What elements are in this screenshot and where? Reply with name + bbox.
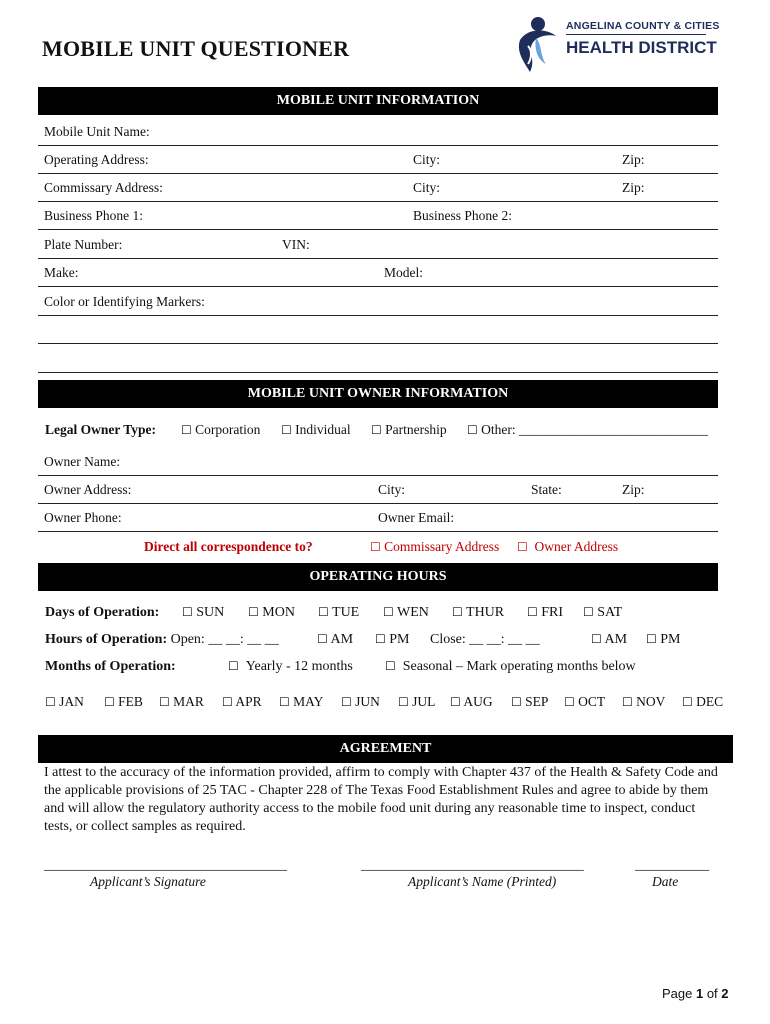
yearly-option[interactable]: ☐ Yearly - 12 months: [228, 659, 353, 674]
seasonal-checkbox[interactable]: ☐: [385, 659, 396, 673]
close-am[interactable]: ☐ AM: [591, 632, 628, 647]
owner-zip-label: Zip:: [622, 482, 645, 497]
month-dec[interactable]: ☐ DEC: [682, 694, 724, 709]
day-wen[interactable]: ☐ WEN: [383, 605, 429, 620]
day-checkbox[interactable]: ☐: [383, 605, 394, 619]
owner-address-checkbox[interactable]: ☐: [517, 540, 528, 554]
seasonal-option[interactable]: ☐ Seasonal – Mark operating months below: [385, 659, 636, 674]
month-checkbox[interactable]: ☐: [159, 695, 170, 709]
month-nov[interactable]: ☐ NOV: [622, 694, 666, 709]
legal-owner-type-label: Legal Owner Type:: [45, 422, 156, 437]
printed-name-line[interactable]: _________________________________: [361, 857, 584, 872]
day-mon[interactable]: ☐ MON: [248, 605, 295, 620]
color-markers-line-3[interactable]: [38, 372, 718, 373]
plate-vin-row[interactable]: [38, 230, 718, 259]
date-line[interactable]: ___________: [635, 857, 710, 872]
hours-of-operation-label: Hours of Operation:: [45, 632, 168, 647]
day-thur[interactable]: ☐ THUR: [452, 605, 505, 620]
day-tue[interactable]: ☐ TUE: [318, 605, 360, 620]
month-checkbox[interactable]: ☐: [564, 695, 575, 709]
owner-phone-row[interactable]: [38, 503, 718, 532]
printed-name-caption: Applicant’s Name (Printed): [408, 874, 557, 889]
open-time[interactable]: Open: __ __: __ __: [170, 632, 279, 647]
month-aug[interactable]: ☐ AUG: [450, 694, 493, 709]
commissary-city-label: City:: [413, 180, 441, 195]
make-label: Make:: [44, 265, 79, 280]
month-checkbox[interactable]: ☐: [279, 695, 290, 709]
day-sun[interactable]: ☐ SUN: [182, 605, 225, 620]
month-jan[interactable]: ☐ JAN: [45, 694, 84, 709]
month-sep[interactable]: ☐ SEP: [511, 694, 549, 709]
page-number: Page 1 of 2: [662, 986, 729, 1001]
day-checkbox[interactable]: ☐: [583, 605, 594, 619]
vin-label: VIN:: [282, 237, 310, 252]
date-caption: Date: [652, 874, 679, 889]
month-feb[interactable]: ☐ FEB: [104, 694, 143, 709]
color-markers-label: Color or Identifying Markers:: [44, 294, 205, 309]
month-apr[interactable]: ☐ APR: [222, 694, 262, 709]
owner-phone-label: Owner Phone:: [44, 510, 122, 525]
owner-type-individual[interactable]: ☐ Individual: [281, 422, 351, 437]
owner-city-label: City:: [378, 482, 406, 497]
month-checkbox[interactable]: ☐: [682, 695, 693, 709]
operating-address-label: Operating Address:: [44, 152, 149, 167]
color-markers-row[interactable]: [38, 287, 718, 316]
unit-info-heading: MOBILE UNIT INFORMATION: [38, 87, 718, 115]
commissary-address-label: Commissary Address:: [44, 180, 163, 195]
logo-line-2: HEALTH DISTRICT: [566, 38, 717, 57]
commissary-checkbox[interactable]: ☐: [370, 540, 381, 554]
open-pm-checkbox[interactable]: ☐: [375, 632, 386, 646]
month-checkbox[interactable]: ☐: [45, 695, 56, 709]
owner-email-label: Owner Email:: [378, 510, 455, 525]
signature-line[interactable]: ____________________________________: [44, 857, 287, 872]
months-of-operation-label: Months of Operation:: [45, 659, 176, 674]
month-checkbox[interactable]: ☐: [222, 695, 233, 709]
correspondence-commissary[interactable]: ☐ Commissary Address: [370, 539, 500, 554]
month-mar[interactable]: ☐ MAR: [159, 694, 204, 709]
month-checkbox[interactable]: ☐: [622, 695, 633, 709]
month-checkbox[interactable]: ☐: [104, 695, 115, 709]
day-fri[interactable]: ☐ FRI: [527, 605, 564, 620]
close-am-checkbox[interactable]: ☐: [591, 632, 602, 646]
logo-line-1: ANGELINA COUNTY & CITIES: [566, 20, 720, 32]
hours-of-operation: [45, 632, 279, 648]
direct-correspondence-label: Direct all correspondence to?: [144, 539, 313, 554]
plate-number-label: Plate Number:: [44, 237, 123, 252]
close-pm-checkbox[interactable]: ☐: [646, 632, 657, 646]
commissary-zip-label: Zip:: [622, 180, 645, 195]
close-pm[interactable]: ☐ PM: [646, 632, 681, 647]
logo-figure-icon: [506, 14, 566, 78]
individual-checkbox[interactable]: ☐: [281, 423, 292, 437]
open-am[interactable]: ☐ AM: [317, 632, 354, 647]
month-jul[interactable]: ☐ JUL: [398, 694, 436, 709]
color-markers-line-2[interactable]: [38, 343, 718, 344]
operating-hours-heading: OPERATING HOURS: [38, 563, 718, 591]
open-am-checkbox[interactable]: ☐: [317, 632, 328, 646]
day-checkbox[interactable]: ☐: [318, 605, 329, 619]
other-checkbox[interactable]: ☐: [467, 423, 478, 437]
make-model-row[interactable]: [38, 258, 718, 287]
day-checkbox[interactable]: ☐: [248, 605, 259, 619]
days-of-operation-label: Days of Operation:: [45, 605, 160, 620]
health-district-logo: [506, 14, 726, 78]
commissary-address-row[interactable]: [38, 173, 718, 202]
operating-address-row[interactable]: [38, 145, 718, 174]
owner-name-label: Owner Name:: [44, 454, 121, 469]
owner-name-row[interactable]: [38, 447, 718, 476]
day-checkbox[interactable]: ☐: [527, 605, 538, 619]
owner-type-corporation[interactable]: ☐ Corporation: [181, 422, 261, 437]
mobile-unit-name-row[interactable]: [38, 117, 718, 146]
agreement-heading: AGREEMENT: [38, 735, 733, 763]
signature-caption: Applicant’s Signature: [90, 874, 206, 889]
month-checkbox[interactable]: ☐: [398, 695, 409, 709]
partnership-checkbox[interactable]: ☐: [371, 423, 382, 437]
owner-type-other[interactable]: ☐ Other: ____________________________: [467, 422, 709, 437]
owner-address-row[interactable]: [38, 475, 718, 504]
month-checkbox[interactable]: ☐: [450, 695, 461, 709]
operating-city-label: City:: [413, 152, 441, 167]
day-checkbox[interactable]: ☐: [452, 605, 463, 619]
day-checkbox[interactable]: ☐: [182, 605, 193, 619]
operating-zip-label: Zip:: [622, 152, 645, 167]
corporation-checkbox[interactable]: ☐: [181, 423, 192, 437]
model-label: Model:: [384, 265, 423, 280]
month-jun[interactable]: ☐ JUN: [341, 694, 380, 709]
owner-address-label: Owner Address:: [44, 482, 132, 497]
close-time[interactable]: Close: __ __: __ __: [430, 632, 540, 647]
month-checkbox[interactable]: ☐: [511, 695, 522, 709]
page-title: MOBILE UNIT QUESTIONER: [42, 36, 350, 61]
month-checkbox[interactable]: ☐: [341, 695, 352, 709]
logo-divider: [566, 34, 706, 35]
mobile-unit-name-label: Mobile Unit Name:: [44, 124, 150, 139]
month-oct[interactable]: ☐ OCT: [564, 694, 606, 709]
owner-type-partnership[interactable]: ☐ Partnership: [371, 422, 447, 437]
business-phone-1-label: Business Phone 1:: [44, 208, 144, 223]
page-total: 2: [721, 986, 729, 1001]
owner-state-label: State:: [531, 482, 562, 497]
business-phone-2-label: Business Phone 2:: [413, 208, 513, 223]
owner-info-heading: MOBILE UNIT OWNER INFORMATION: [38, 380, 718, 408]
day-sat[interactable]: ☐ SAT: [583, 605, 623, 620]
business-phone-row[interactable]: [38, 201, 718, 230]
correspondence-owner[interactable]: ☐ Owner Address: [517, 539, 619, 554]
page-current: 1: [695, 986, 704, 1001]
yearly-checkbox[interactable]: ☐: [228, 659, 239, 673]
agreement-text: I attest to the accuracy of the information provided, affirm to comply with Chapter 437 of the Health & Safety Code and the applicable provisions of 25 TAC - Chapter 228 of The Texas Food Establishment Rules and agree to abide by them and will allow the regulatory authority access to the mobile food unit during any reasonable time to inspect, conduct tests, or collect samples as required.: [44, 765, 718, 834]
month-may[interactable]: ☐ MAY: [279, 694, 324, 709]
open-pm[interactable]: ☐ PM: [375, 632, 410, 647]
